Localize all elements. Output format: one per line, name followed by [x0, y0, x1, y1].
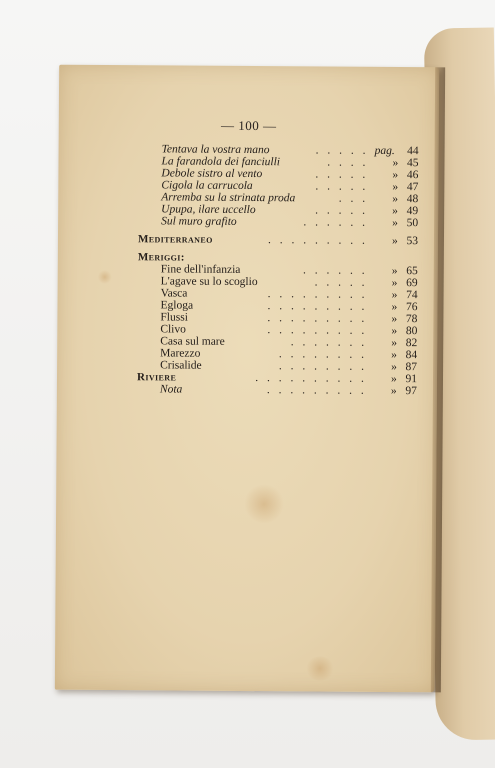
toc-leader-dots: . . . . . . . . — [278, 348, 368, 361]
toc-page-prefix: » — [391, 235, 398, 248]
toc-page-prefix: » — [392, 157, 399, 170]
toc-entry — [57, 382, 437, 399]
toc-page-number: 48 — [406, 193, 419, 206]
toc-entry-title: Sul muro grafito — [161, 215, 237, 228]
toc-page-number: 69 — [406, 277, 418, 290]
toc-entry-title: L'agave su lo scoglio — [160, 275, 258, 289]
toc-page-prefix: » — [391, 325, 398, 338]
toc-leader-dots: . . . . . . . . . — [267, 288, 368, 301]
toc-leader-dots: . . . . . — [315, 144, 369, 157]
toc-page-prefix: » — [391, 301, 398, 314]
toc-entry-title: Debole sistro al vento — [161, 167, 263, 181]
toc-page-prefix: » — [392, 193, 399, 206]
toc-entry-title: Crisalide — [160, 359, 202, 372]
toc-page-prefix: » — [392, 217, 398, 230]
toc-leader-dots: . . . . . . . . . — [267, 312, 368, 325]
toc-page-number: 78 — [405, 313, 418, 326]
toc-entry-title: Mediterraneo — [137, 233, 213, 246]
toc-page-prefix: » — [390, 373, 397, 386]
book-page — [55, 65, 439, 693]
toc-leader-dots: . . . . . . — [302, 264, 368, 277]
toc-entry-title: Tentava la vostra mano — [161, 143, 270, 157]
toc-leader-dots: . . . — [338, 192, 369, 205]
toc-page-number: 46 — [406, 169, 419, 182]
toc-entry-title: La farandola dei fanciulli — [161, 155, 281, 169]
toc-leader-dots: . . . . . . . . — [278, 360, 368, 373]
page-number: — 100 — — [220, 117, 277, 134]
toc-page-prefix: » — [391, 289, 398, 302]
toc-page-prefix: » — [391, 265, 398, 278]
toc-leader-dots: . . . . . . . . . — [266, 384, 367, 397]
toc-page-number: 65 — [406, 265, 418, 278]
toc-leader-dots: . . . . . . . . . . — [255, 372, 367, 385]
toc-page-number: 76 — [405, 301, 418, 314]
toc-entry-title: Cigola la carrucola — [161, 179, 253, 193]
toc-leader-dots: . . . . . . . . . — [267, 324, 368, 337]
toc-page-prefix: » — [391, 277, 398, 290]
toc-page-number: 44 — [407, 145, 419, 158]
toc-page-number: 53 — [406, 235, 419, 248]
toc-leader-dots: . . . . . . . . . — [267, 300, 368, 313]
toc-leader-dots: . . . . . — [315, 204, 369, 217]
toc-leader-dots: . . . . . — [315, 168, 369, 181]
toc-leader-dots: . . . . . . . . . — [267, 234, 368, 247]
toc-page-prefix: » — [390, 385, 397, 398]
toc-entry-title: Arremba su la strinata proda — [161, 191, 296, 205]
toc-entry-title: Clivo — [160, 323, 186, 336]
toc-page-number: 50 — [406, 217, 419, 230]
toc-page-number: 45 — [406, 157, 419, 170]
toc-page-prefix: » — [392, 181, 399, 194]
toc-page-number: 84 — [405, 349, 418, 362]
toc-entry-title: Fine dell'infanzia — [160, 263, 241, 276]
toc-page-prefix: pag. — [374, 144, 395, 158]
toc-page-number: 97 — [405, 385, 417, 398]
toc-page-number: 91 — [405, 373, 418, 386]
toc-entry-title: Meriggi: — [137, 251, 185, 264]
toc-page-number: 80 — [405, 325, 418, 338]
toc-page-prefix: » — [392, 205, 398, 218]
toc-page-prefix: » — [391, 313, 398, 326]
toc-page-number: 74 — [406, 289, 418, 302]
toc-entry — [58, 232, 438, 249]
toc-leader-dots: . . . . — [327, 156, 369, 169]
toc-leader-dots: . . . . . . — [303, 216, 369, 229]
toc-page-number: 49 — [406, 205, 419, 218]
toc-page-number: 82 — [405, 337, 418, 350]
toc-entry-title: Casa sul mare — [160, 335, 225, 348]
toc-entry-title: Egloga — [160, 299, 194, 312]
toc-page-number: 47 — [406, 181, 419, 194]
toc-entry-title: Upupa, ilare uccello — [161, 203, 256, 217]
toc-leader-dots: . . . . . — [314, 276, 368, 289]
toc-page-prefix: » — [391, 337, 398, 350]
toc-page-number: 87 — [405, 361, 418, 374]
toc-entry-title: Flussi — [160, 311, 188, 324]
toc-entry-title: Nota — [159, 383, 183, 396]
toc-leader-dots: . . . . . — [315, 180, 369, 193]
table-of-contents — [55, 65, 439, 693]
toc-entry-title: Marezzo — [160, 347, 201, 360]
toc-page-prefix: » — [391, 349, 397, 362]
toc-entry-title: Riviere — [136, 371, 177, 384]
toc-entry-title: Vasca — [160, 287, 188, 300]
toc-page-prefix: » — [391, 361, 397, 374]
toc-leader-dots: . . . . . . . — [290, 336, 368, 349]
toc-page-prefix: » — [392, 169, 399, 182]
toc-entry — [58, 214, 438, 231]
